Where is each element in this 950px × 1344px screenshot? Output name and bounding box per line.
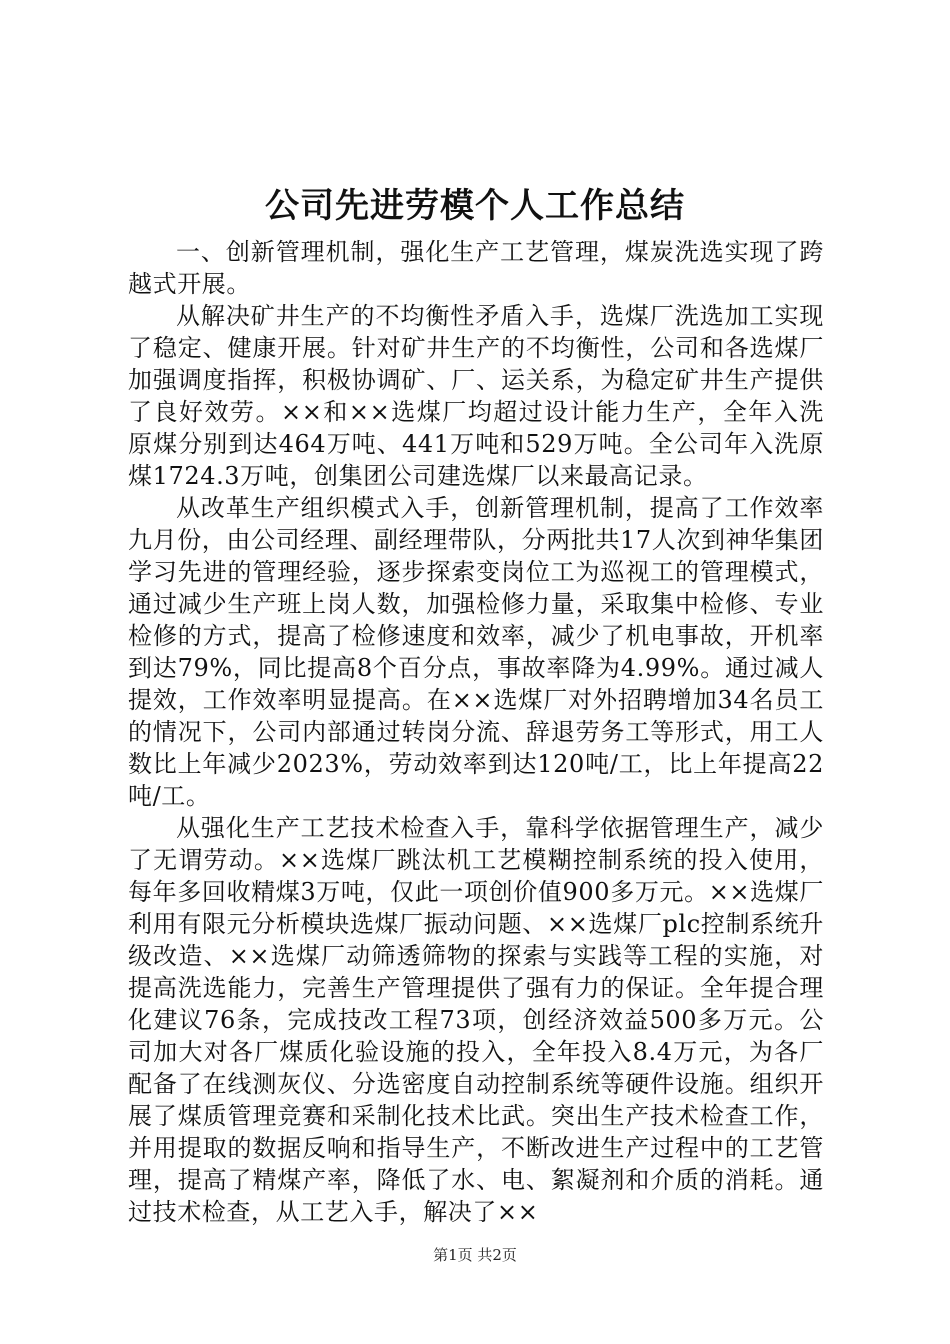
paragraph-technical-inspection: 从强化生产工艺技术检查入手，靠科学依据管理生产，减少了无谓劳动。××选煤厂跳汰机工艺模糊控制系统的投入使用，每年多回收精煤3万吨，仅此一项创价值900多万元。××选煤厂利用有限元分析模块选煤厂振动问题、××选煤厂plc控制系统升级改造、××选煤厂动筛透筛物的探索与实践等工程的实施，对提高洗选能力，完善生产管理提供了强有力的保证。全年提合理化建议76条，完成技改工程73项，创经济效益500多万元。公司加大对各厂煤质化验设施的投入，全年投入8.4万元，为各厂配备了在线测灰仪、分选密度自动控制系统等硬件设施。组织开展了煤质管理竞赛和采制化技术比武。突出生产技术检查工作，并用提取的数据反响和指导生产，不断改进生产过程中的工艺管理，提高了精煤产率，降低了水、电、絮凝剂和介质的消耗。通过技术检查，从工艺入手，解决了×× bbox=[128, 814, 824, 1226]
paragraph-production-balance: 从解决矿井生产的不均衡性矛盾入手，选煤厂洗选加工实现了稳定、健康开展。针对矿井生产的不均衡性，公司和各选煤厂加强调度指挥，积极协调矿、厂、运关系，为稳定矿井生产提供了良好效劳。××和××选煤厂均超过设计能力生产，全年入洗原煤分别到达464万吨、441万吨和529万吨。全公司年入洗原煤1724.3万吨，创集团公司建选煤厂以来最高记录。 bbox=[128, 302, 824, 490]
document-body bbox=[128, 236, 824, 1228]
paragraph-section-heading: 一、创新管理机制，强化生产工艺管理，煤炭洗选实现了跨越式开展。 bbox=[128, 238, 824, 298]
page-number-footer: 第1页 共2页 bbox=[433, 1246, 517, 1264]
paragraph-management-reform: 从改革生产组织模式入手，创新管理机制，提高了工作效率九月份，由公司经理、副经理带队，分两批共17人次到神华集团学习先进的管理经验，逐步探索变岗位工为巡视工的管理模式，通过减少生产班上岗人数，加强检修力量，采取集中检修、专业检修的方式，提高了检修速度和效率，减少了机电事故，开机率到达79%，同比提高8个百分点，事故率降为4.99%。通过减人提效，工作效率明显提高。在××选煤厂对外招聘增加34名员工的情况下，公司内部通过转岗分流、辞退劳务工等形式，用工人数比上年减少2023%，劳动效率到达120吨/工，比上年提高22吨/工。 bbox=[128, 494, 824, 810]
document-title: 公司先进劳模个人工作总结 bbox=[265, 186, 685, 226]
